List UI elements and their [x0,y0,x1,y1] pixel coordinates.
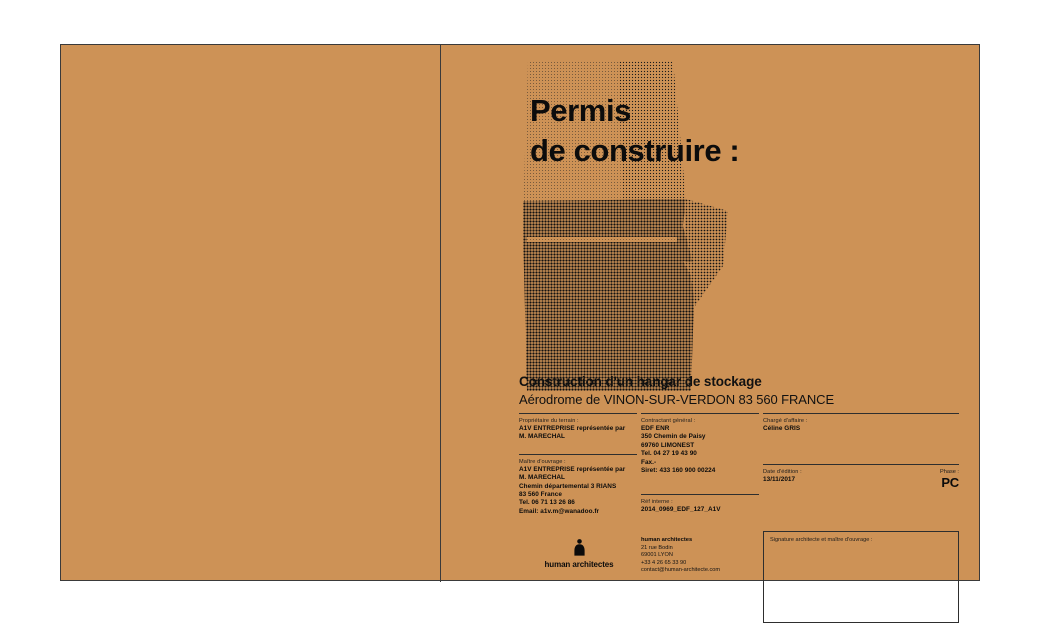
contractor-field [641,417,759,475]
agency-line-3: +33 4 26 65 33 90 [641,559,687,566]
cover-title-line-1: Permis [530,93,631,128]
owner-value-2: M. MARECHAL [519,433,565,441]
divider [763,464,959,465]
signature-box [763,531,959,623]
agency-name: human architectes [641,537,693,543]
contractor-line-4: Tel. 04 27 19 43 90 [641,450,697,458]
cover-title-line-2: de construire : [530,133,740,168]
agency-line-2: 69001 LYON [641,552,673,559]
client-line-5: Tel. 06 71 13 26 86 [519,499,575,507]
contractor-line-5: Fax.- [641,458,657,466]
internal-ref-field [641,498,759,514]
owner-field [519,417,637,442]
edition-date-field [763,468,802,484]
owner-label: Propriétaire du terrain : [519,418,579,424]
info-column-middle [641,413,759,515]
agency-line-4: contact@human-architecte.com [641,567,721,574]
client-line-6: Email: a1v.m@wanadoo.fr [519,507,600,515]
cover-spread [60,44,980,581]
agency-contact [641,537,791,575]
owner-value-1: A1V ENTREPRISE représentée par [519,425,626,432]
divider [763,413,959,414]
info-column-left [519,413,637,516]
agency-logo-text: human architectes [544,560,614,569]
human-figure-icon [573,539,586,556]
phase-field [940,468,959,490]
manager-field [763,417,959,433]
phase-value: PC [941,475,959,491]
divider [519,454,637,455]
info-column-right [763,413,959,490]
phase-label: Phase : [940,469,959,476]
manager-value: Céline GRIS [763,425,801,432]
project-block [519,373,959,409]
signature-label: Signature architecte et maître d'ouvrage : [770,537,873,543]
date-phase-row [763,468,959,490]
internal-ref-label: Réf interne : [641,499,673,506]
cover-front [441,45,981,582]
client-line-2: M. MARECHAL [519,474,565,482]
divider [519,413,637,414]
contractor-line-6: Siret: 433 160 900 00224 [641,467,716,475]
project-location: Aérodrome de VINON-SUR-VERDON 83 560 FRANCE [519,392,835,407]
client-line-1: A1V ENTREPRISE représentée par [519,465,626,473]
client-line-4: 83 560 France [519,491,562,499]
cover-title [530,91,739,171]
contractor-line-3: 69760 LIMONEST [641,441,695,449]
project-title: Construction d'un hangar de stockage [519,374,762,389]
agency-line-1: 21 rue Bodin [641,544,673,551]
manager-label: Chargé d'affaire : [763,418,808,424]
divider [641,413,759,414]
contractor-label: Contractant général : [641,418,696,424]
edition-date-value: 13/11/2017 [763,476,796,484]
internal-ref-value: 2014_0969_EDF_127_A1V [641,506,721,514]
client-field [519,458,637,516]
divider [641,494,759,495]
contractor-line-1: EDF ENR [641,425,670,432]
contractor-line-2: 350 Chemin de Paisy [641,433,706,441]
client-label: Maître d'ouvrage : [519,458,566,465]
agency-logo [519,539,639,569]
client-line-3: Chemin départemental 3 RIANS [519,482,617,490]
edition-date-label: Date d'édition : [763,469,802,476]
